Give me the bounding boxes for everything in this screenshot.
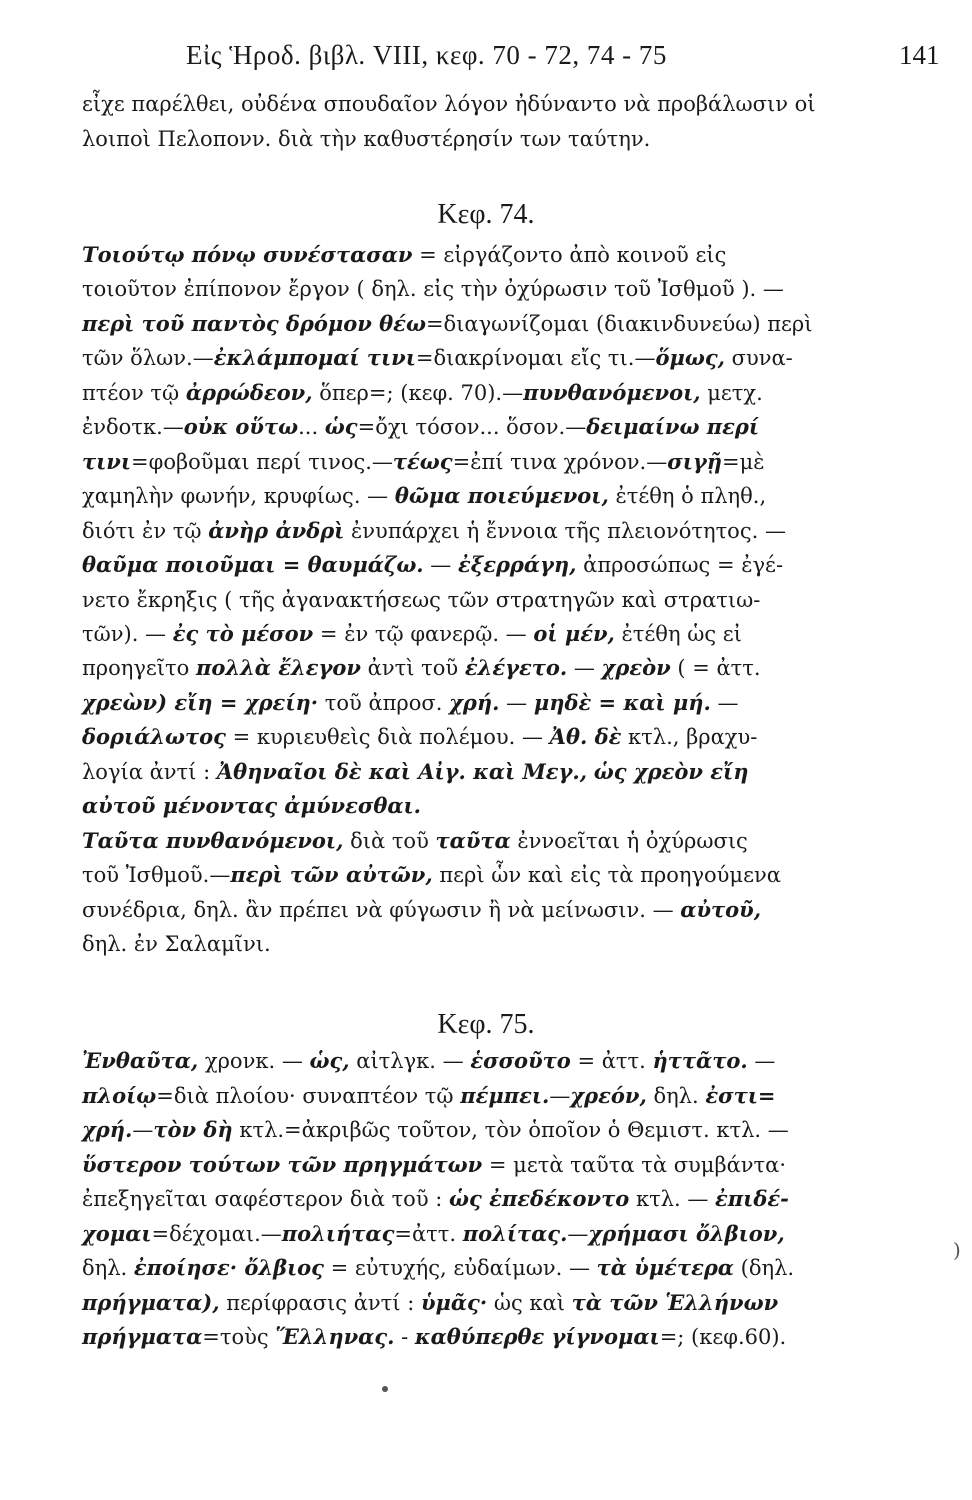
lemma: Ἀθ. δὲ	[549, 724, 622, 749]
chapter-heading-74: Κεφ. 74.	[437, 199, 535, 230]
text-line	[82, 860, 872, 890]
gloss: =ἀττ.	[394, 1222, 463, 1246]
gloss: δηλ.	[646, 1084, 706, 1108]
lemma: ἐπιδέ-	[715, 1186, 789, 1211]
gloss: ἐτέθη ὁ πληθ.,	[608, 484, 767, 508]
lemma: πολλὰ ἔλεγον	[195, 655, 361, 680]
gloss: =μὲ	[722, 450, 765, 474]
gloss: =διακρίνομαι εἴς τι.—	[415, 346, 656, 370]
gloss: πτέον τῷ	[82, 381, 186, 405]
gloss: = μετὰ ταῦτα τὰ συμβάντα·	[482, 1153, 787, 1177]
gloss: μετχ.	[700, 381, 763, 405]
text-line	[82, 481, 872, 511]
lemma: χρή.	[449, 690, 500, 715]
lemma: μηδὲ = καὶ μή.	[533, 690, 711, 715]
gloss: ἐπεξηγεῖται σαφέστερον διὰ τοῦ :	[82, 1187, 450, 1211]
lemma: χρεὸν	[601, 655, 671, 680]
text-line	[82, 447, 872, 477]
lemma: ἐλέγετο.	[464, 655, 568, 680]
lemma: δειμαίνω περί	[586, 414, 760, 439]
lemma: αὐτοῦ μένοντας ἀμύνεσθαι.	[82, 793, 421, 818]
gloss: = εὐτυχής, εὐδαίμων. —	[323, 1256, 597, 1280]
text-line	[82, 1115, 872, 1145]
gloss: ( = ἀττ.	[670, 656, 761, 680]
lemma: τὰ ὑμέτερα	[596, 1255, 734, 1280]
lemma: ταῦτα	[435, 828, 511, 853]
gloss: -	[394, 1325, 415, 1349]
text-line	[82, 1184, 872, 1214]
lemma: οὐκ οὕτω	[183, 414, 299, 439]
text-line	[82, 1253, 872, 1283]
lemma: πέμπει.	[460, 1083, 550, 1108]
edge-mark: )	[953, 1238, 961, 1262]
text-line	[82, 791, 872, 821]
text-line	[82, 309, 872, 339]
gloss: τῶν). —	[82, 622, 173, 646]
text-line	[82, 929, 872, 959]
lemma: ὡς ἐπεδέκοντο	[449, 1186, 630, 1211]
lemma: χρή.	[82, 1117, 133, 1142]
gloss: δηλ. ἐν Σαλαμῖνι.	[82, 932, 271, 956]
gloss: διότι ἐν τῷ	[82, 519, 209, 543]
lemma: ἐς τὸ μέσον	[172, 621, 314, 646]
gloss: προηγεῖτο	[82, 656, 196, 680]
gloss: ...	[298, 415, 325, 439]
gloss: νετο ἔκρηξις ( τῆς ἀγανακτήσεως τῶν στρατηγῶν καὶ στρατιω-	[82, 588, 761, 612]
lemma: ὑμᾶς·	[420, 1290, 488, 1315]
lemma: τινι	[82, 449, 132, 474]
running-title: Εἰς Ἡροδ. βιβλ. VIII, κεφ. 70 - 72, 74 - 75	[186, 40, 667, 70]
gloss: περίφρασις ἀντί :	[219, 1291, 421, 1315]
gloss: συνα-	[724, 346, 793, 370]
gloss: χαμηλὴν φωνήν, κρυφίως. —	[82, 484, 395, 508]
page-header	[0, 40, 972, 80]
text-line	[82, 1288, 872, 1318]
lemma: Ἀθηναῖοι δὲ καὶ Αἰγ. καὶ Μεγ.,	[216, 759, 588, 784]
gloss: λοιποὶ Πελοπονν. διὰ τὴν καθυστέρησίν των ταύτην.	[82, 127, 651, 151]
text-line	[82, 274, 872, 304]
lemma: τέως	[392, 449, 453, 474]
text-line	[82, 1081, 872, 1111]
gloss: =ὄχι τόσον... ὅσον.—	[357, 415, 587, 439]
gloss: —	[567, 656, 602, 680]
gloss: —	[499, 691, 534, 715]
gloss: συνέδρια, δηλ. ἂν πρέπει νὰ φύγωσιν ἢ νὰ μείνωσιν. —	[82, 898, 681, 922]
gloss: =φοβοῦμαι περί τινος.—	[131, 450, 393, 474]
gloss: κτλ.=ἀκριβῶς τοῦτον, τὸν ὁποῖον ὁ Θεμιστ. κτλ. —	[232, 1118, 789, 1142]
ink-dot	[382, 1386, 388, 1392]
text-line	[82, 378, 872, 408]
lemma: θαῦμα ποιοῦμαι = θαυμάζω.	[82, 552, 424, 577]
text-line	[82, 585, 872, 615]
gloss: = κυριευθεὶς διὰ πολέμου. —	[225, 725, 550, 749]
text-line	[82, 124, 872, 154]
lemma: πλοίῳ	[82, 1083, 157, 1108]
lemma: σιγῇ	[667, 449, 722, 474]
text-line	[82, 1322, 872, 1352]
gloss: ἐννοεῖται ἡ ὀχύρωσις	[510, 829, 748, 853]
lemma: αὐτοῦ,	[680, 897, 762, 922]
text-line	[82, 757, 872, 787]
gloss: λογία ἀντί :	[82, 760, 217, 784]
lemma: χρεὼν) εἴη = χρείη·	[82, 690, 319, 715]
gloss: —	[567, 1222, 589, 1246]
lemma: πρήγματα),	[82, 1290, 220, 1315]
lemma: καθύπερθε γίγνομαι	[414, 1324, 660, 1349]
gloss: —	[747, 1049, 776, 1073]
lemma: οἱ μέν,	[533, 621, 615, 646]
gloss: ἐνυπάρχει ἡ ἔννοια τῆς πλειονότητος. —	[344, 519, 786, 543]
lemma: δοριάλωτος	[82, 724, 226, 749]
lemma: Ἐνθαῦτα,	[82, 1048, 199, 1073]
lemma: χρεόν,	[570, 1083, 647, 1108]
lemma: πρήγματα	[82, 1324, 203, 1349]
gloss: δηλ.	[82, 1256, 134, 1280]
lemma: περὶ τῶν αὐτῶν,	[230, 862, 433, 887]
lemma: πολίτας.	[462, 1221, 568, 1246]
gloss: —	[423, 553, 458, 577]
lemma: θῶμα ποιεύμενοι,	[394, 483, 609, 508]
lemma: ἡττᾶτο.	[652, 1048, 748, 1073]
lemma: ὡς,	[309, 1048, 350, 1073]
text-line	[82, 722, 872, 752]
lemma: χομαι	[82, 1221, 152, 1246]
gloss: =ἐπί τινα χρόνον.—	[452, 450, 668, 474]
lemma: Τοιούτῳ πόνῳ συνέστασαν	[82, 242, 413, 267]
text-line	[82, 826, 872, 856]
gloss: διὰ τοῦ	[343, 829, 436, 853]
gloss: τοῦ Ἰσθμοῦ.—	[82, 863, 231, 887]
text-line	[82, 1219, 872, 1249]
lemma: ἀνὴρ ἀνδρὶ	[208, 518, 345, 543]
gloss: κτλ., βραχυ-	[621, 725, 758, 749]
gloss: χρονκ. —	[198, 1049, 310, 1073]
gloss: =τοὺς	[202, 1325, 276, 1349]
gloss: τοιοῦτον ἐπίπονον ἔργον ( δηλ. εἰς τὴν ὀχύρωσιν τοῦ Ἰσθμοῦ ). —	[82, 277, 784, 301]
text-line	[82, 895, 872, 925]
page-number: 141	[899, 40, 940, 70]
gloss: = ἐν τῷ φανερῷ. —	[313, 622, 534, 646]
gloss: ἐτέθη ὡς εἰ	[614, 622, 742, 646]
lemma: ὡς χρεὸν εἴη	[593, 759, 749, 784]
chapter-heading-75: Κεφ. 75.	[437, 1009, 535, 1040]
lemma: ἐξερράγη,	[457, 552, 577, 577]
lemma: τὰ τῶν Ἑλλήνων	[571, 1290, 779, 1315]
lemma: ἑσσοῦτο	[470, 1048, 571, 1073]
gloss: =δέχομαι.—	[151, 1222, 282, 1246]
gloss: ἀντὶ τοῦ	[360, 656, 465, 680]
text-line	[82, 619, 872, 649]
gloss: ὅπερ=; (κεφ. 70).—	[312, 381, 524, 405]
text-line	[82, 1046, 872, 1076]
gloss: ὡς καὶ	[487, 1291, 572, 1315]
text-line	[82, 550, 872, 580]
gloss: = εἰργάζοντο ἀπὸ κοινοῦ εἰς	[412, 243, 727, 267]
lemma: ἐποίησε· ὄλβιος	[133, 1255, 324, 1280]
lemma: ὡς	[324, 414, 358, 439]
gloss: εἶχε παρέλθει, οὐδένα σπουδαῖον λόγον ἠδύναντο νὰ προβάλωσιν οἱ	[82, 92, 816, 116]
gloss: (δηλ.	[733, 1256, 795, 1280]
text-line	[82, 240, 872, 270]
lemma: περὶ τοῦ παντὸς δρόμον θέω	[82, 311, 426, 336]
text-line	[82, 516, 872, 546]
text-line	[82, 412, 872, 442]
text-line	[82, 343, 872, 373]
gloss: = ἀττ.	[570, 1049, 653, 1073]
gloss: =διὰ πλοίου· συναπτέον τῷ	[156, 1084, 461, 1108]
lemma: χρήμασι ὄλβιον,	[588, 1221, 785, 1246]
text-line	[82, 89, 872, 119]
gloss: —	[549, 1084, 571, 1108]
lemma: Ἕλληνας.	[275, 1324, 395, 1349]
gloss: περὶ ὧν καὶ εἰς τὰ προηγούμενα	[432, 863, 781, 887]
text-line	[82, 653, 872, 683]
lemma: πυνθανόμενοι,	[523, 380, 701, 405]
gloss: =; (κεφ.60).	[659, 1325, 787, 1349]
gloss: —	[132, 1118, 154, 1142]
lemma: τὸν δὴ	[153, 1117, 233, 1142]
gloss: =διαγωνίζομαι (διακινδυνεύω) περὶ	[425, 312, 813, 336]
gloss	[587, 760, 594, 784]
lemma: ἐστι=	[705, 1083, 776, 1108]
lemma: Ταῦτα πυνθανόμενοι,	[82, 828, 344, 853]
lemma: ἐκλάμπομαί τινι	[213, 345, 416, 370]
text-line	[82, 1150, 872, 1180]
gloss: τοῦ ἀπροσ.	[318, 691, 450, 715]
text-line	[82, 688, 872, 718]
gloss: τῶν ὅλων.—	[82, 346, 214, 370]
gloss: ἀπροσώπως = ἐγέ-	[576, 553, 784, 577]
lemma: ὕστερον τούτων τῶν πρηγμάτων	[82, 1152, 483, 1177]
gloss: ἐνδοτκ.—	[82, 415, 184, 439]
lemma: πολιήτας	[281, 1221, 395, 1246]
lemma: ὅμως,	[655, 345, 725, 370]
gloss: —	[710, 691, 739, 715]
gloss: αἰτλγκ. —	[349, 1049, 471, 1073]
gloss: κτλ. —	[629, 1187, 716, 1211]
lemma: ἀρρώδεον,	[185, 380, 313, 405]
